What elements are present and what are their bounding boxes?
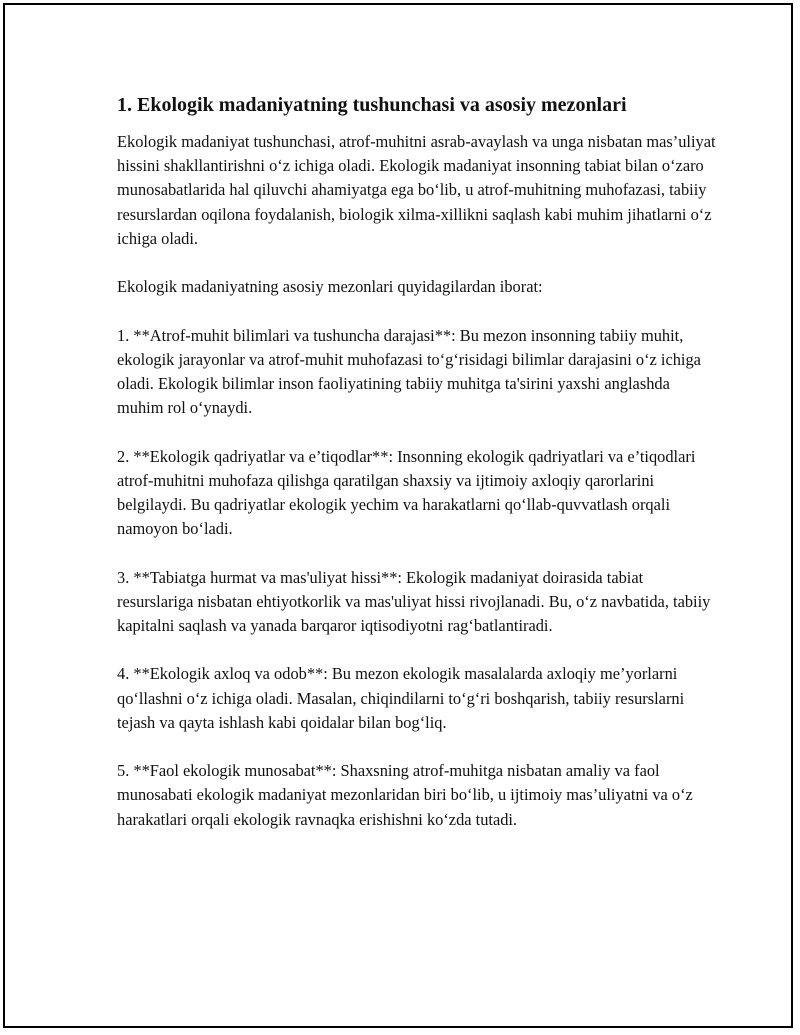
criteria-lead-in: Ekologik madaniyatning asosiy mezonlari quyidagilardan iborat:: [117, 277, 543, 297]
criterion-paragraph-2: 2. **Ekologik qadriyatlar va e’tiqodlar**: Insonning ekologik qadriyatlari va e’tiqodlari atrof-muhitni muhofaza qilishga qaratilgan shaxsiy va ijtimoiy axloqiy qarorlarini belgilaydi. Bu qadriyatlar ekologik yechim va harakatlarni qo‘llab-quvvatlash orqali namoyon bo‘ladi.: [117, 446, 696, 539]
document-heading: 1. Ekologik madaniyatning tushunchasi va asosiy mezonlari: [117, 94, 627, 116]
criterion-paragraph-3: 3. **Tabiatga hurmat va mas'uliyat hissi**: Ekologik madaniyat doirasida tabiat resurslariga nisbatan ehtiyotkorlik va mas'uliyat hissi rivojlanadi. Bu, o‘z navbatida, tabiiy kapitalni saqlash va yanada barqaror iqtisodiyotni rag‘batlantiradi.: [117, 567, 711, 635]
criterion-paragraph-4: 4. **Ekologik axloq va odob**: Bu mezon ekologik masalalarda axloqiy me’yorlarni qo‘llashni o‘z ichiga oladi. Masalan, chiqindilarni to‘g‘ri boshqarish, tabiiy resurslarni tejash va qayta ishlash kabi qoidalar bilan bog‘liq.: [117, 664, 685, 732]
criterion-paragraph-1: 1. **Atrof-muhit bilimlari va tushuncha darajasi**: Bu mezon insonning tabiiy muhit, ekologik jarayonlar va atrof-muhit muhofazasi to‘g‘risidagi bilimlar darajasini o‘z ichiga oladi. Ekologik bilimlar inson faoliyatining tabiiy muhitga ta'sirini yaxshi anglashda muhim rol o‘ynaydi.: [117, 325, 701, 418]
criterion-paragraph-5: 5. **Faol ekologik munosabat**: Shaxsning atrof-muhitga nisbatan amaliy va faol munosabati ekologik madaniyat mezonlaridan biri bo‘lib, u ijtimoiy mas’uliyatni va o‘z harakatlari orqali ekologik ravnaqka erishishni ko‘zda tutadi.: [117, 761, 693, 829]
document-body: [117, 92, 717, 856]
intro-paragraph: Ekologik madaniyat tushunchasi, atrof-muhitni asrab-avaylash va unga nisbatan mas’uliyat hissini shakllantirishni o‘z ichiga oladi. Ekologik madaniyat insonning tabiat bilan o‘zaro munosabatlarida hal qiluvchi ahamiyatga ega bo‘lib, u atrof-muhitning muhofazasi, tabiiy resurslardan oqilona foydalanish, biologik xilma-xillikni saqlash kabi muhim jihatlarni o‘z ichiga oladi.: [117, 132, 716, 248]
